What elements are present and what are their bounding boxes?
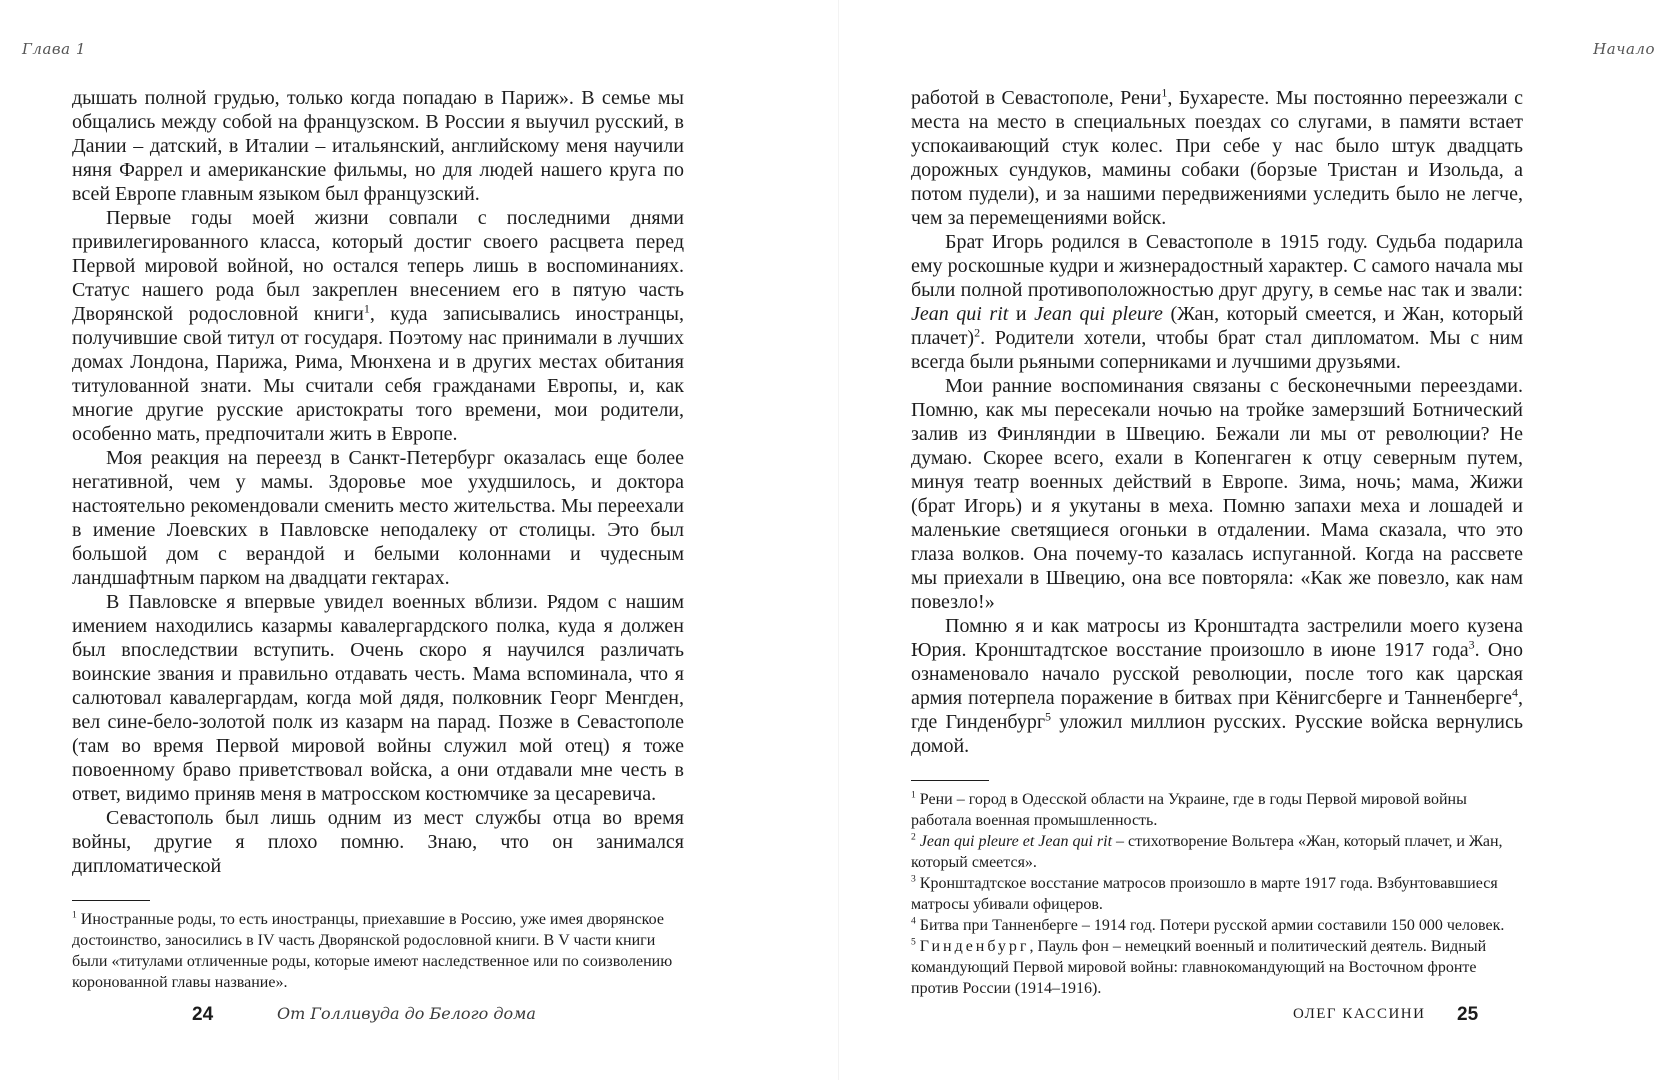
right-page <box>839 0 1677 1080</box>
footnote-divider <box>911 780 989 781</box>
footnote-name: Гинденбург <box>919 938 1030 955</box>
footnote-title: Jean qui pleure et Jean qui rit <box>919 833 1113 850</box>
paragraph-text: Помню я и как матросы из Кронштадта застрелили моего кузена Юрия. Кронштадтское восстание произошло в июне 1917 года <box>911 615 1523 661</box>
paragraph: Моя реакция на переезд в Санкт-Петербург оказалась еще более негативной, чем у мамы. Здоровье мое ухудшилось, и доктора настоятельно рекомендовали сменить место жительства. Мы переехали в имение Лоевских в Павловске неподалеку от столицы. Это был большой дом с верандой и белыми колоннами и чудесным ландшафтным парком на двадцати гектарах. <box>72 447 684 589</box>
footnote-mark: 3 <box>1468 637 1475 652</box>
paragraph-text: , Бухаресте. Мы постоянно переезжали с места на место в специальных поездах со слугами, в памяти встает успокаивающий стук колес. При себе у нас было штук двадцать дорожных сундуков, мамины собаки (борзые Тристан и Изольда, а потом пудели), и за нашими передвижениями уследить было не легче, чем за перемещениями войск. <box>911 87 1523 229</box>
paragraph-text: работой в Севастополе, Рени <box>911 87 1162 109</box>
page-number: 24 <box>192 1004 214 1025</box>
paragraph: В Павловске я впервые увидел военных вблизи. Рядом с нашим имением находились казармы кавалергардского полка, куда я должен был впоследствии вступить. Очень скоро я научился различать воинские звания и правильно отдавать честь. Мама вспоминала, что я салютовал кавалергардам, когда мой дядя, полковник Георг Менгден, вел сине-бело-золотой полк из казарм на парад. Позже в Севастополе (там во время Первой мировой войны служил мой отец) я тоже повоенному браво приветствовал войска, а они отдавали мне честь в ответ, видимо приняв меня в матросском костюмчике за цесаревича. <box>72 591 684 805</box>
author-name: ОЛЕГ КАССИНИ <box>1293 1006 1426 1022</box>
footnote-text: Иностранные роды, то есть иностранцы, приехавшие в Россию, уже имея дворянское достоинство, заносились в IV часть Дворянской родословной книги. В V части книги были «титулами отличенные роды, которые имеют наследственное или по соизволению коронованной главы название». <box>72 911 673 991</box>
footnote-mark: 1 <box>1161 85 1168 100</box>
paragraph: Севастополь был лишь одним из мест службы отца во время войны, другие я плохо помню. Знаю, что он занимался дипломатической <box>72 807 684 877</box>
footnote-number: 2 <box>911 831 916 843</box>
footnote-number: 1 <box>72 909 77 921</box>
book-title: От Голливуда до Белого дома <box>277 1004 536 1023</box>
footnote <box>911 789 1523 831</box>
footnotes <box>911 789 1523 999</box>
footnote-text: Рени – город в Одесской области на Украине, где в годы Первой мировой войны работала военная промышленность. <box>911 791 1467 829</box>
footnote-number: 4 <box>911 915 916 927</box>
footnote <box>911 831 1523 873</box>
paragraph <box>911 614 1523 758</box>
french-phrase: Jean qui rit <box>911 303 1009 325</box>
paragraph <box>911 230 1523 374</box>
right-body-text <box>911 86 1523 999</box>
french-phrase: Jean qui pleure <box>1034 303 1163 325</box>
left-page <box>0 0 838 1080</box>
footnote <box>911 915 1523 936</box>
paragraph-text: и <box>1015 303 1027 325</box>
paragraph-text: уложил миллион русских. Русские войска вернулись домой. <box>911 711 1524 757</box>
running-head-chapter: Глава 1 <box>22 40 86 58</box>
footnote <box>911 936 1523 999</box>
paragraph-text: , куда записывались иностранцы, получившие свой титул от государя. Поэтому нас принимали в лучших домах Лондона, Парижа, Рима, Мюнхена и в других местах обитания титулованной знати. Мы считали себя гражданами Европы, и, как многие другие русские аристократы того времени, мои родители, особенно мать, предпочитали жить в Европе. <box>72 303 684 445</box>
paragraph-text: Первые годы моей жизни совпали с последними днями привилегированного класса, который достиг своего расцвета перед Первой мировой войной, но остался теперь лишь в воспоминаниях. Статус нашего рода был закреплен внесением его в пятую часть Дворянской родословной книги <box>72 207 684 325</box>
footnote-text: – стихотворение Вольтера «Жан, который плачет, и Жан, который смеется». <box>911 833 1503 871</box>
running-head-section: Начало <box>1593 40 1655 58</box>
paragraph-text: Брат Игорь родился в Севастополе в 1915 году. Судьба подарила ему роскошные кудри и жизнерадостный характер. С самого начала мы были полной противоположностью друг другу, в семье нас так и звали: <box>911 231 1523 301</box>
footnote-mark: 4 <box>1512 685 1518 700</box>
footnote-text: Битва при Танненберге – 1914 год. Потери русской армии составили 150 000 человек. <box>919 917 1505 934</box>
footnote-divider <box>72 900 150 901</box>
footnote-mark: 1 <box>363 301 370 316</box>
paragraph: Мои ранние воспоминания связаны с бесконечными переездами. Помню, как мы пересекали ночью на тройке замерзший Ботнический залив из Финляндии в Швецию. Бежали ли мы от революции? Не думаю. Скорее всего, ехали в Копенгаген к отцу северным путем, минуя театр военных действий в Европе. Зима, ночь; мама, Жижи (брат Игорь) и я укутаны в меха. Помню запахи меха и лошадей и маленькие светящиеся огоньки в отдалении. Мама сказала, что это глаза волков. Она почему-то казалась испуганной. Когда на рассвете мы приехали в Швецию, она все повторяла: «Как же повезло, как нам повезло!» <box>911 375 1523 613</box>
left-body-text <box>72 86 684 993</box>
footnote-text: Кронштадтское восстание матросов произошло в марте 1917 года. Взбунтовавшиеся матросы убивали офицеров. <box>911 875 1498 913</box>
paragraph: дышать полной грудью, только когда попадаю в Париж». В семье мы общались между собой на французском. В России я выучил русский, в Дании – датский, в Италии – итальянский, английскому меня научили няня Фаррел и американские фильмы, но для людей нашего круга по всей Европе главным языком был французский. <box>72 87 684 205</box>
paragraph-text: , где Гинденбург <box>911 687 1523 733</box>
paragraph-text: . Оно ознаменовало начало русской революции, после того как царская армия потерпела поражение в битвах при Кёнигсберге и Танненберге <box>911 639 1523 709</box>
page-number: 25 <box>1457 1004 1479 1025</box>
footnote-text: , Пауль фон – немецкий военный и политический деятель. Видный командующий Первой мировой войны: главнокомандующий на Восточном фронте против России (1914–1916). <box>911 938 1487 997</box>
footnotes <box>72 909 684 993</box>
paragraph <box>911 86 1523 230</box>
footnote-number: 3 <box>911 873 916 885</box>
paragraph-text: (Жан, который смеется, и Жан, который плачет) <box>911 303 1524 349</box>
footnote-number: 1 <box>911 789 916 801</box>
footnote-mark: 5 <box>1045 709 1052 724</box>
footnote <box>72 909 684 993</box>
paragraph-text: . Родители хотели, чтобы брат стал дипломатом. Мы с ним всегда были рьяными соперниками и лучшими друзьями. <box>911 327 1523 373</box>
footnote-number: 5 <box>911 936 916 948</box>
footnote-mark: 2 <box>974 325 981 340</box>
paragraph <box>72 206 684 446</box>
footnote <box>911 873 1523 915</box>
